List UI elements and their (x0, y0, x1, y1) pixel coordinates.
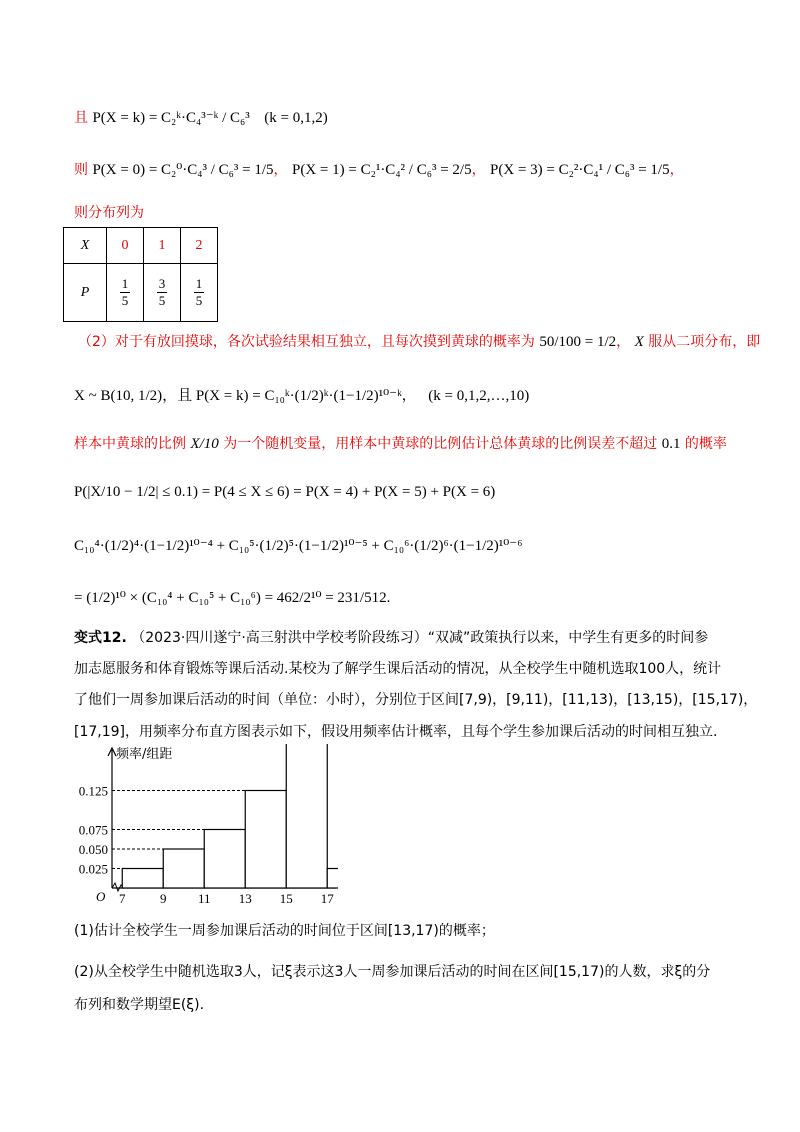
ratio-value: 0.1 (661, 436, 681, 452)
result-line (74, 588, 390, 608)
problem-line-1 (74, 628, 708, 648)
histogram-bar (245, 791, 286, 889)
table-cell-p2: $\frac{1}{5}$ (181, 264, 218, 322)
table-header-p: P (64, 264, 107, 322)
x-tick-label: 17 (320, 891, 334, 906)
binom-line: X ~ B(10, 1/2)，且 P(X = k) = C₁₀ᵏ·(1/2)ᵏ·(1−1/2)¹⁰⁻ᵏ (74, 388, 402, 404)
line2-p0: P(X = 0) = C₂⁰·C₄³ / C₆³ = 1/5 (92, 162, 274, 178)
x-tick-label: 9 (160, 891, 167, 906)
histogram-bar (286, 744, 327, 888)
x-tick-label: 15 (279, 891, 293, 906)
result-line-text: = (1/2)¹⁰ × (C₁₀⁴ + C₁₀⁵ + C₁₀⁶) = 462/2¹⁰ = 231/512. (74, 590, 391, 606)
prob-line-text: P(|X/10 − 1/2| ≤ 0.1) = P(4 ≤ X ≤ 6) = P(X = 4) + P(X = 5) + P(X = 6) (74, 484, 496, 500)
problem-line-3: 了他们一周参加课后活动的时间（单位：小时），分别位于区间[7,9)，[9,11)，[11,13)，[13,15)，[15,17)， (74, 692, 758, 708)
sum-line-text: C₁₀⁴·(1/2)⁴·(1−1/2)¹⁰⁻⁴ + C₁₀⁵·(1/2)⁵·(1−1/2)¹⁰⁻⁵ + C₁₀⁶·(1/2)⁶·(1−1/2)¹⁰⁻⁶ (74, 538, 523, 554)
sum-line (74, 536, 522, 556)
binom-line-row: X ~ B(10, 1/2)，且 P(X = k) = C₁₀ᵏ·(1/2)ᵏ·(1−1/2)¹⁰⁻ᵏ， (k = 0,1,2,…,10) (74, 388, 530, 404)
line1-formula: P(X = k) = C₂ᵏ·C₄³⁻ᵏ / C₆³ (92, 110, 250, 126)
histogram-bar (163, 849, 204, 888)
problem-line-2: 加志愿服务和体育锻炼等课后活动.某校为了解学生课后活动的情况，从全校学生中随机选取100人，统计 (74, 661, 722, 677)
ratio-text-c: 的概率 (684, 436, 727, 452)
part2-text-b: 服从二项分布，即 (648, 334, 761, 350)
question-2-line-1: (2)从全校学生中随机选取3人，记ξ表示这3人一周参加课后活动的时间在区间[15,17)的人数，求ξ的分 (74, 964, 711, 980)
ratio-frac: X/10 (190, 436, 219, 452)
question-2-line-2: 布列和数学期望E(ξ). (74, 997, 205, 1013)
table-cell-x0: 0 (107, 228, 144, 264)
table-cell-p0: $\frac{1}{5}$ (107, 264, 144, 322)
y-axis-label: 频率/组距 (116, 747, 173, 762)
solution-line-2: 则 P(X = 0) = C₂⁰·C₄³ / C₆³ = 1/5， P(X = 1) = C₂¹·C₄² / C₆³ = 2/5， P(X = 3) = C₂²·C₄¹ / C₆³ = 1/5， (74, 162, 684, 178)
ratio-text-b: 为一个随机变量，用样本中黄球的比例估计总体黄球的比例误差不超过 (223, 436, 658, 452)
x-tick-label: 13 (238, 891, 252, 906)
origin-label: O (96, 889, 106, 904)
solution-line-1 (74, 108, 328, 128)
y-tick-label: 0.025 (78, 861, 108, 877)
problem-label: 变式12. (74, 630, 127, 646)
table-cell-p1: $\frac{3}{5}$ (144, 264, 181, 322)
problem-source: （2023·四川遂宁·高三射洪中学校考阶段练习）“双减”政策执行以来，中学生有更多的时间参 (131, 630, 709, 646)
binom-range: (k = 0,1,2,…,10) (428, 388, 530, 404)
line1-prefix: 且 (74, 110, 88, 126)
y-tick-label: 0.125 (78, 783, 108, 799)
line1-range: (k = 0,1,2) (264, 110, 328, 126)
prob-line (74, 482, 495, 502)
x-tick-label: 7 (119, 891, 126, 906)
question-1: (1)估计全校学生一周参加课后活动的时间位于区间[13,17)的概率； (74, 923, 495, 939)
frequency-histogram (68, 744, 338, 912)
table-cell-x2: 2 (181, 228, 218, 264)
y-tick-label: 0.050 (78, 842, 108, 857)
part2-text-a: （2）对于有放回摸球，各次试验结果相互独立，且每次摸到黄球的概率为 (78, 334, 535, 350)
part2-frac: 50/100 = 1/2 (539, 334, 617, 350)
x-tick-label: 11 (197, 891, 211, 906)
distribution-table (63, 227, 218, 322)
line2-prefix: 则 (74, 162, 88, 178)
ratio-text-a: 样本中黄球的比例 (74, 436, 186, 452)
table-row-x (64, 228, 218, 264)
histogram-bar (122, 869, 163, 889)
table-header-x: X (64, 228, 107, 264)
table-row-p (64, 264, 218, 322)
part2-var: X (634, 334, 644, 350)
ratio-line (74, 434, 727, 454)
histogram-bar (204, 830, 245, 889)
line2-p1: P(X = 1) = C₂¹·C₄² / C₆³ = 2/5 (292, 162, 472, 178)
histogram-bar (327, 869, 338, 889)
line2-p3: P(X = 3) = C₂²·C₄¹ / C₆³ = 1/5 (490, 162, 670, 178)
problem-line-4: [17,19]，用频率分布直方图表示如下，假设用频率估计概率，且每个学生参加课后活动的时间相互独立. (74, 724, 718, 740)
dist-intro: 则分布列为 (74, 205, 144, 221)
table-cell-x1: 1 (144, 228, 181, 264)
y-tick-label: 0.075 (78, 822, 108, 838)
part2-line: （2）对于有放回摸球，各次试验结果相互独立，且每次摸到黄球的概率为 50/100 = 1/2， X 服从二项分布，即 (78, 334, 761, 350)
